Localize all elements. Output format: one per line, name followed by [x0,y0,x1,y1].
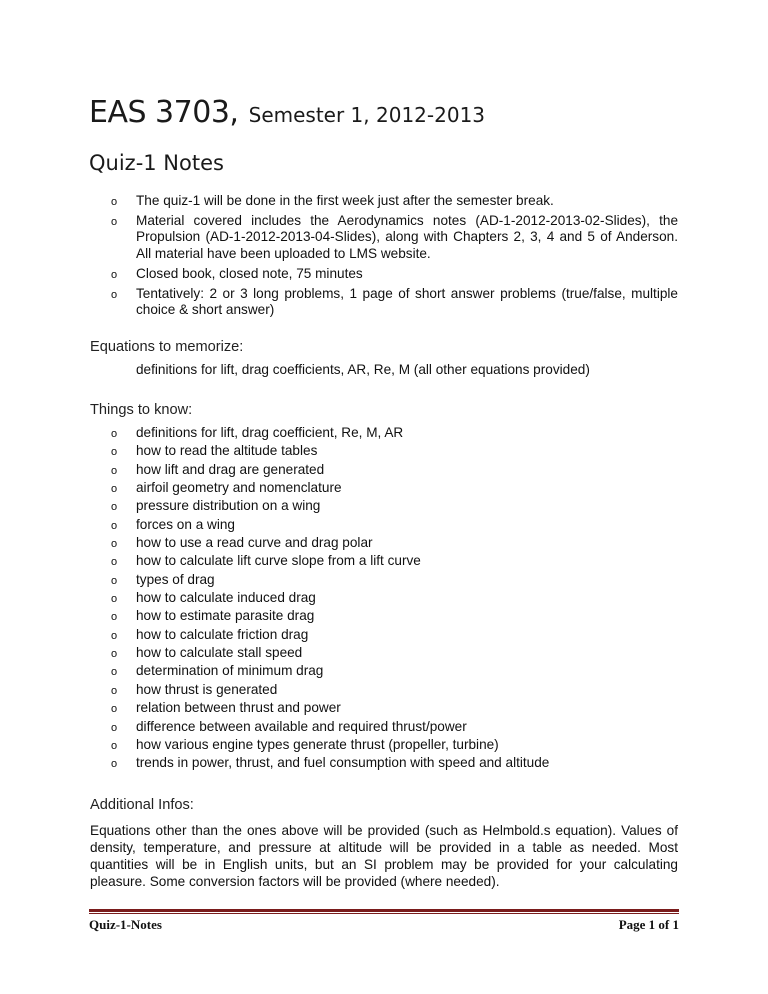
things-heading: Things to know: [90,402,193,418]
section-title: Quiz-1 Notes [89,151,224,175]
list-item: o forces on a wing [111,517,678,535]
bullet-icon: o [111,196,118,208]
bullet-icon: o [111,703,118,716]
list-item: o Tentatively: 2 or 3 long problems, 1 page of short answer problems (true/false, multiple choice & short answer) [111,285,678,317]
bullet-icon: o [111,215,118,228]
bullet-icon: o [111,629,118,642]
list-item: o trends in power, thrust, and fuel consumption with speed and altitude [111,755,678,773]
things-to-know-list [111,425,678,774]
bullet-icon: o [111,446,118,459]
list-item: o The quiz-1 will be done in the first week just after the semester break. [111,193,678,209]
bullet-icon: o [111,758,118,771]
footer-rule [89,909,679,912]
list-item: o how to estimate parasite drag [111,608,678,626]
bullet-icon: o [111,611,118,624]
list-item: o definitions for lift, drag coefficient, Re, M, AR [111,425,678,443]
list-item: o Material covered includes the Aerodynamics notes (AD-1-2012-2013-02-Slides), the Propulsion (AD-1-2012-2013-04-Slides), along with Chapters 2, 3, 4 and 5 of Anderson. All material have been uploaded to LMS website. [111,212,678,261]
bullet-icon: o [111,428,118,440]
bullet-icon: o [111,501,118,514]
footer-page-number: Page 1 of 1 [618,917,679,932]
list-item: o relation between thrust and power [111,700,678,718]
list-item: o determination of minimum drag [111,663,678,681]
bullet-icon: o [111,739,118,752]
list-item: o how to use a read curve and drag polar [111,535,678,553]
bullet-icon: o [111,574,118,587]
list-item: o how to calculate friction drag [111,627,678,645]
footer-rule-thin [89,913,679,914]
list-item: o difference between available and required thrust/power [111,719,678,737]
list-item: o how to calculate stall speed [111,645,678,663]
bullet-icon: o [111,538,118,551]
list-item: o how to calculate lift curve slope from a lift curve [111,553,678,571]
list-item: o how lift and drag are generated [111,462,678,480]
list-item: o types of drag [111,572,678,590]
list-item: o Closed book, closed note, 75 minutes [111,266,678,282]
list-item: o pressure distribution on a wing [111,498,678,516]
bullet-icon: o [111,684,118,697]
bullet-icon: o [111,593,118,606]
additional-text: Equations other than the ones above will be provided (such as Helmbold.s equation). Values of density, temperature, and pressure at altitude will be provided in a table as needed. Most quantities will be in English units, but an SI problem may be provided for your calculating pleasure. Some conversion factors will be provided (where needed). [90,823,678,890]
bullet-icon: o [111,648,118,661]
bullet-icon: o [111,519,118,532]
course-code: EAS 3703, [89,95,239,130]
list-item: o how various engine types generate thrust (propeller, turbine) [111,737,678,755]
bullet-icon: o [111,288,118,301]
list-item: o how to read the altitude tables [111,443,678,461]
quiz-notes-list [111,193,678,322]
list-item: o airfoil geometry and nomenclature [111,480,678,498]
equations-heading: Equations to memorize: [90,339,244,355]
list-item: o how to calculate induced drag [111,590,678,608]
equations-text: definitions for lift, drag coefficients, AR, Re, M (all other equations provided) [136,362,590,377]
footer-doc-name: Quiz-1-Notes [89,917,162,932]
bullet-icon: o [111,721,118,734]
bullet-icon: o [111,666,118,679]
bullet-icon: o [111,556,118,569]
list-item: o how thrust is generated [111,682,678,700]
semester-label: Semester 1, 2012-2013 [248,103,486,127]
bullet-icon: o [111,483,118,496]
bullet-icon: o [111,464,118,477]
document-title [89,92,485,130]
additional-heading: Additional Infos: [90,797,194,813]
bullet-icon: o [111,268,118,281]
